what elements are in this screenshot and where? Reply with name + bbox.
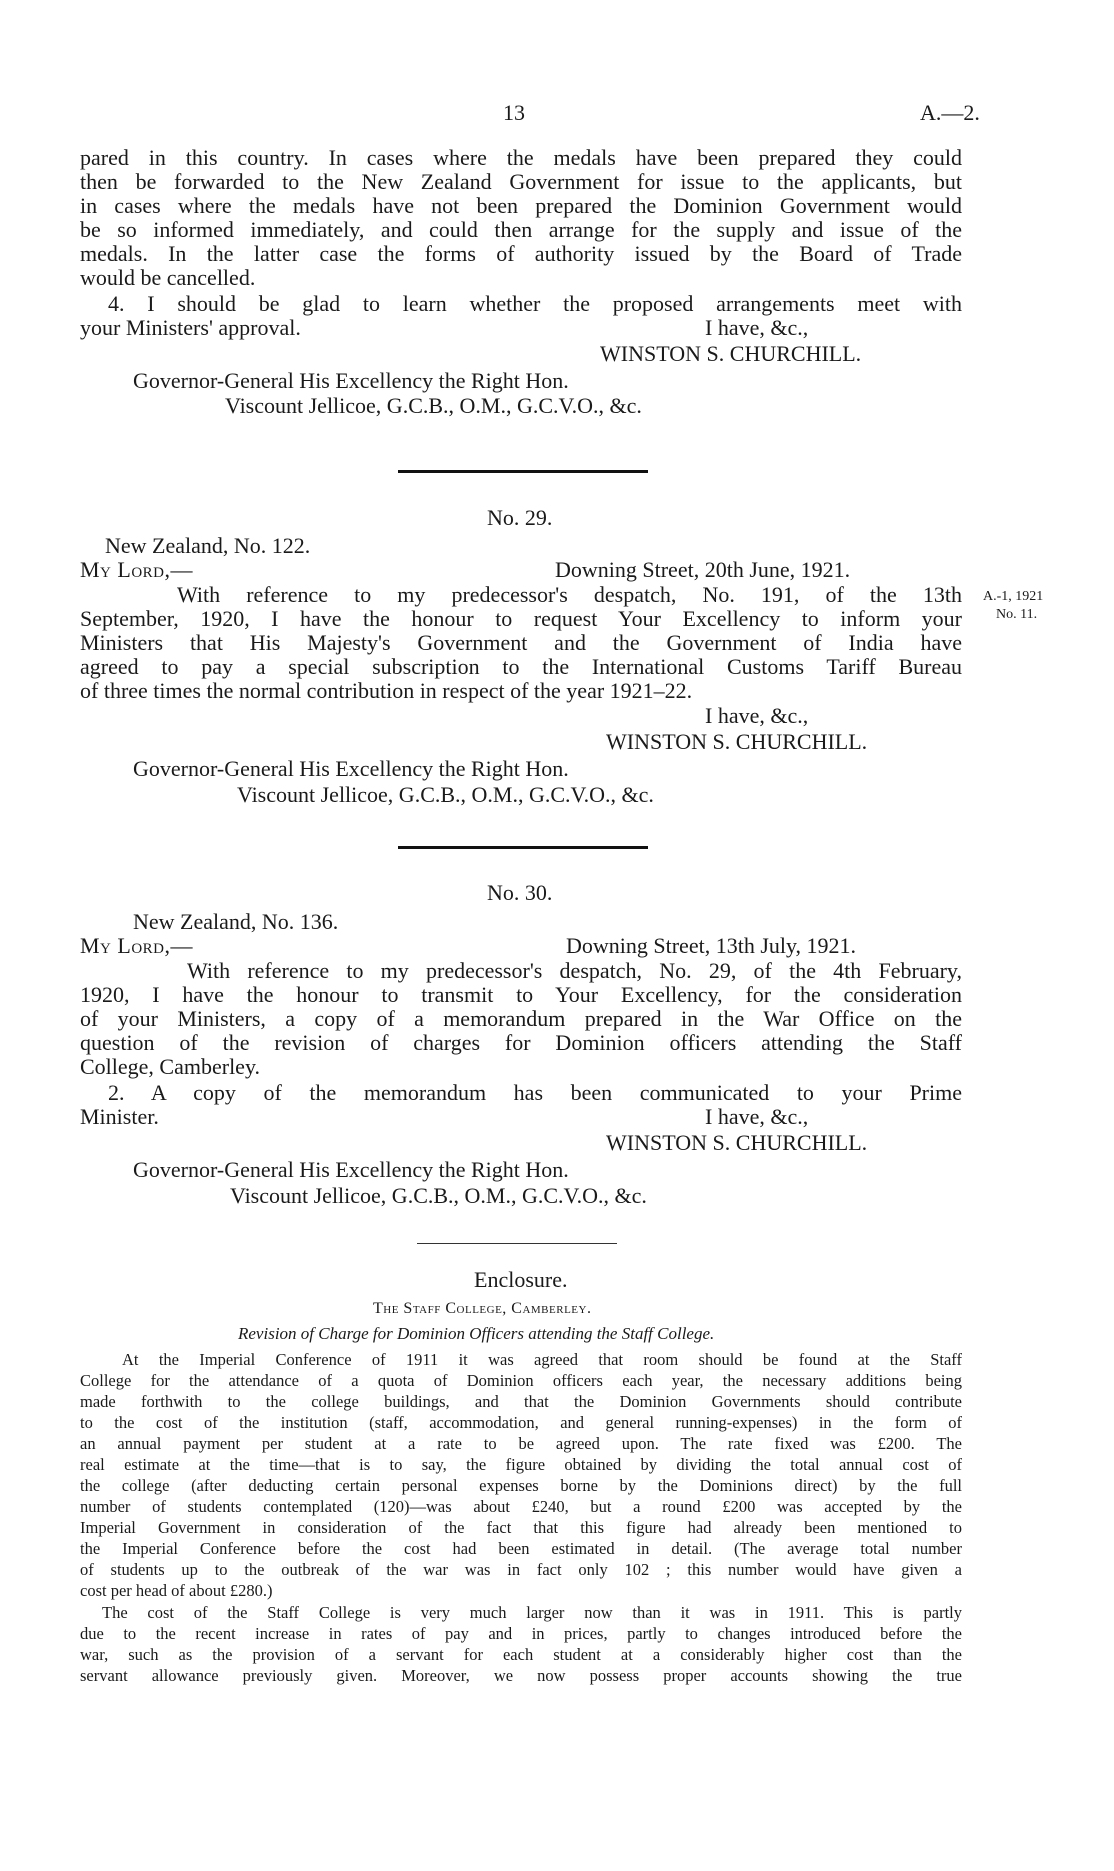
text-line: With reference to my predecessor's despatch, No. 29, of the 4th February, — [187, 958, 962, 983]
despatch-reference: New Zealand, No. 122. — [105, 533, 311, 558]
text-line: pared in this country. In cases where the medals have been prepared they could — [80, 145, 962, 170]
text-line: College for the attendance of a quota of Dominion officers each year, the necessary additions being — [80, 1371, 962, 1390]
paragraph-2-line: 2. A copy of the memorandum has been communicated to your Prime — [108, 1080, 962, 1105]
text-line: question of the revision of charges for Dominion officers attending the Staff — [80, 1030, 962, 1055]
page-number: 13 — [503, 100, 525, 125]
section-divider — [398, 470, 648, 473]
text-line: of students up to the outbreak of the war was in fact only 102 ; this number would have given a — [80, 1560, 962, 1579]
section-divider — [398, 846, 648, 849]
text-line: the college (after deducting certain personal expenses borne by the Dominions direct) by the full — [80, 1476, 962, 1495]
text-line: 1920, I have the honour to transmit to Your Excellency, for the consideration — [80, 982, 962, 1007]
text-line: real estimate at the time—that is to say, the figure obtained by dividing the total annual cost of — [80, 1455, 962, 1474]
text-line: of three times the normal contribution in respect of the year 1921–22. — [80, 678, 693, 703]
despatch-number: No. 29. — [487, 505, 553, 530]
closing: I have, &c., — [705, 315, 809, 340]
text-line: With reference to my predecessor's despatch, No. 191, of the 13th — [177, 582, 962, 607]
paragraph-4-line: your Ministers' approval. — [80, 315, 301, 340]
text-line: servant allowance previously given. Moreover, we now possess proper accounts showing the true — [80, 1666, 962, 1685]
text-line: The cost of the Staff College is very much larger now than it was in 1911. This is partly — [102, 1603, 962, 1622]
text-line: in cases where the medals have not been prepared the Dominion Government would — [80, 193, 962, 218]
despatch-number: No. 30. — [487, 880, 553, 905]
text-line: At the Imperial Conference of 1911 it was agreed that room should be found at the Staff — [122, 1350, 962, 1369]
signature: WINSTON S. CHURCHILL. — [606, 1130, 868, 1155]
text-line: number of students contemplated (120)—was about £240, but a round £200 was accepted by the — [80, 1497, 962, 1516]
enclosure-heading: Enclosure. — [474, 1267, 568, 1292]
text-line: made forthwith to the college buildings, and that the Dominion Governments should contribute — [80, 1392, 962, 1411]
paragraph-2-line: Minister. — [80, 1104, 159, 1129]
place-date: Downing Street, 13th July, 1921. — [566, 933, 857, 958]
text-line: then be forwarded to the New Zealand Government for issue to the applicants, but — [80, 169, 962, 194]
signature: WINSTON S. CHURCHILL. — [600, 341, 862, 366]
closing: I have, &c., — [705, 1104, 809, 1129]
text-line: be so informed immediately, and could then arrange for the supply and issue of the — [80, 217, 962, 242]
text-line: to the cost of the institution (staff, accommodation, and general running-expenses) in the form of — [80, 1413, 962, 1432]
salutation: My Lord,— — [80, 557, 194, 582]
margin-reference: No. 11. — [996, 607, 1038, 622]
addressee: Governor-General His Excellency the Right Hon. — [133, 756, 569, 781]
addressee: Governor-General His Excellency the Right Hon. — [133, 1157, 569, 1182]
document-reference: A.—2. — [920, 100, 980, 125]
addressee: Viscount Jellicoe, G.C.B., O.M., G.C.V.O., &c. — [225, 393, 642, 418]
signature: WINSTON S. CHURCHILL. — [606, 729, 868, 754]
addressee: Viscount Jellicoe, G.C.B., O.M., G.C.V.O., &c. — [237, 782, 654, 807]
salutation: My Lord,— — [80, 933, 194, 958]
place-date: Downing Street, 20th June, 1921. — [555, 557, 851, 582]
enclosure-subtitle: Revision of Charge for Dominion Officers attending the Staff College. — [238, 1324, 715, 1343]
text-line: Ministers that His Majesty's Government and the Government of India have — [80, 630, 962, 655]
addressee: Viscount Jellicoe, G.C.B., O.M., G.C.V.O., &c. — [230, 1183, 647, 1208]
text-line: would be cancelled. — [80, 265, 256, 290]
enclosure-title: The Staff College, Camberley. — [373, 1300, 592, 1317]
text-line: war, such as the provision of a servant for each student at a considerably higher cost than the — [80, 1645, 962, 1664]
text-line: an annual payment per student at a rate to be agreed upon. The rate fixed was £200. The — [80, 1434, 962, 1453]
text-line: September, 1920, I have the honour to request Your Excellency to inform your — [80, 606, 962, 631]
text-line: medals. In the latter case the forms of authority issued by the Board of Trade — [80, 241, 962, 266]
text-line: Imperial Government in consideration of the fact that this figure had already been mentioned to — [80, 1518, 962, 1537]
closing: I have, &c., — [705, 703, 809, 728]
text-line: due to the recent increase in rates of pay and in prices, partly to changes introduced before the — [80, 1624, 962, 1643]
section-divider — [417, 1243, 617, 1244]
text-line: cost per head of about £280.) — [80, 1581, 273, 1600]
text-line: agreed to pay a special subscription to the International Customs Tariff Bureau — [80, 654, 962, 679]
text-line: of your Ministers, a copy of a memorandum prepared in the War Office on the — [80, 1006, 962, 1031]
paragraph-4-line: 4. I should be glad to learn whether the proposed arrangements meet with — [108, 291, 962, 316]
despatch-reference: New Zealand, No. 136. — [133, 909, 339, 934]
text-line: College, Camberley. — [80, 1054, 261, 1079]
margin-reference: A.-1, 1921 — [983, 589, 1044, 604]
addressee: Governor-General His Excellency the Right Hon. — [133, 368, 569, 393]
text-line: the Imperial Conference before the cost had been estimated in detail. (The average total number — [80, 1539, 962, 1558]
